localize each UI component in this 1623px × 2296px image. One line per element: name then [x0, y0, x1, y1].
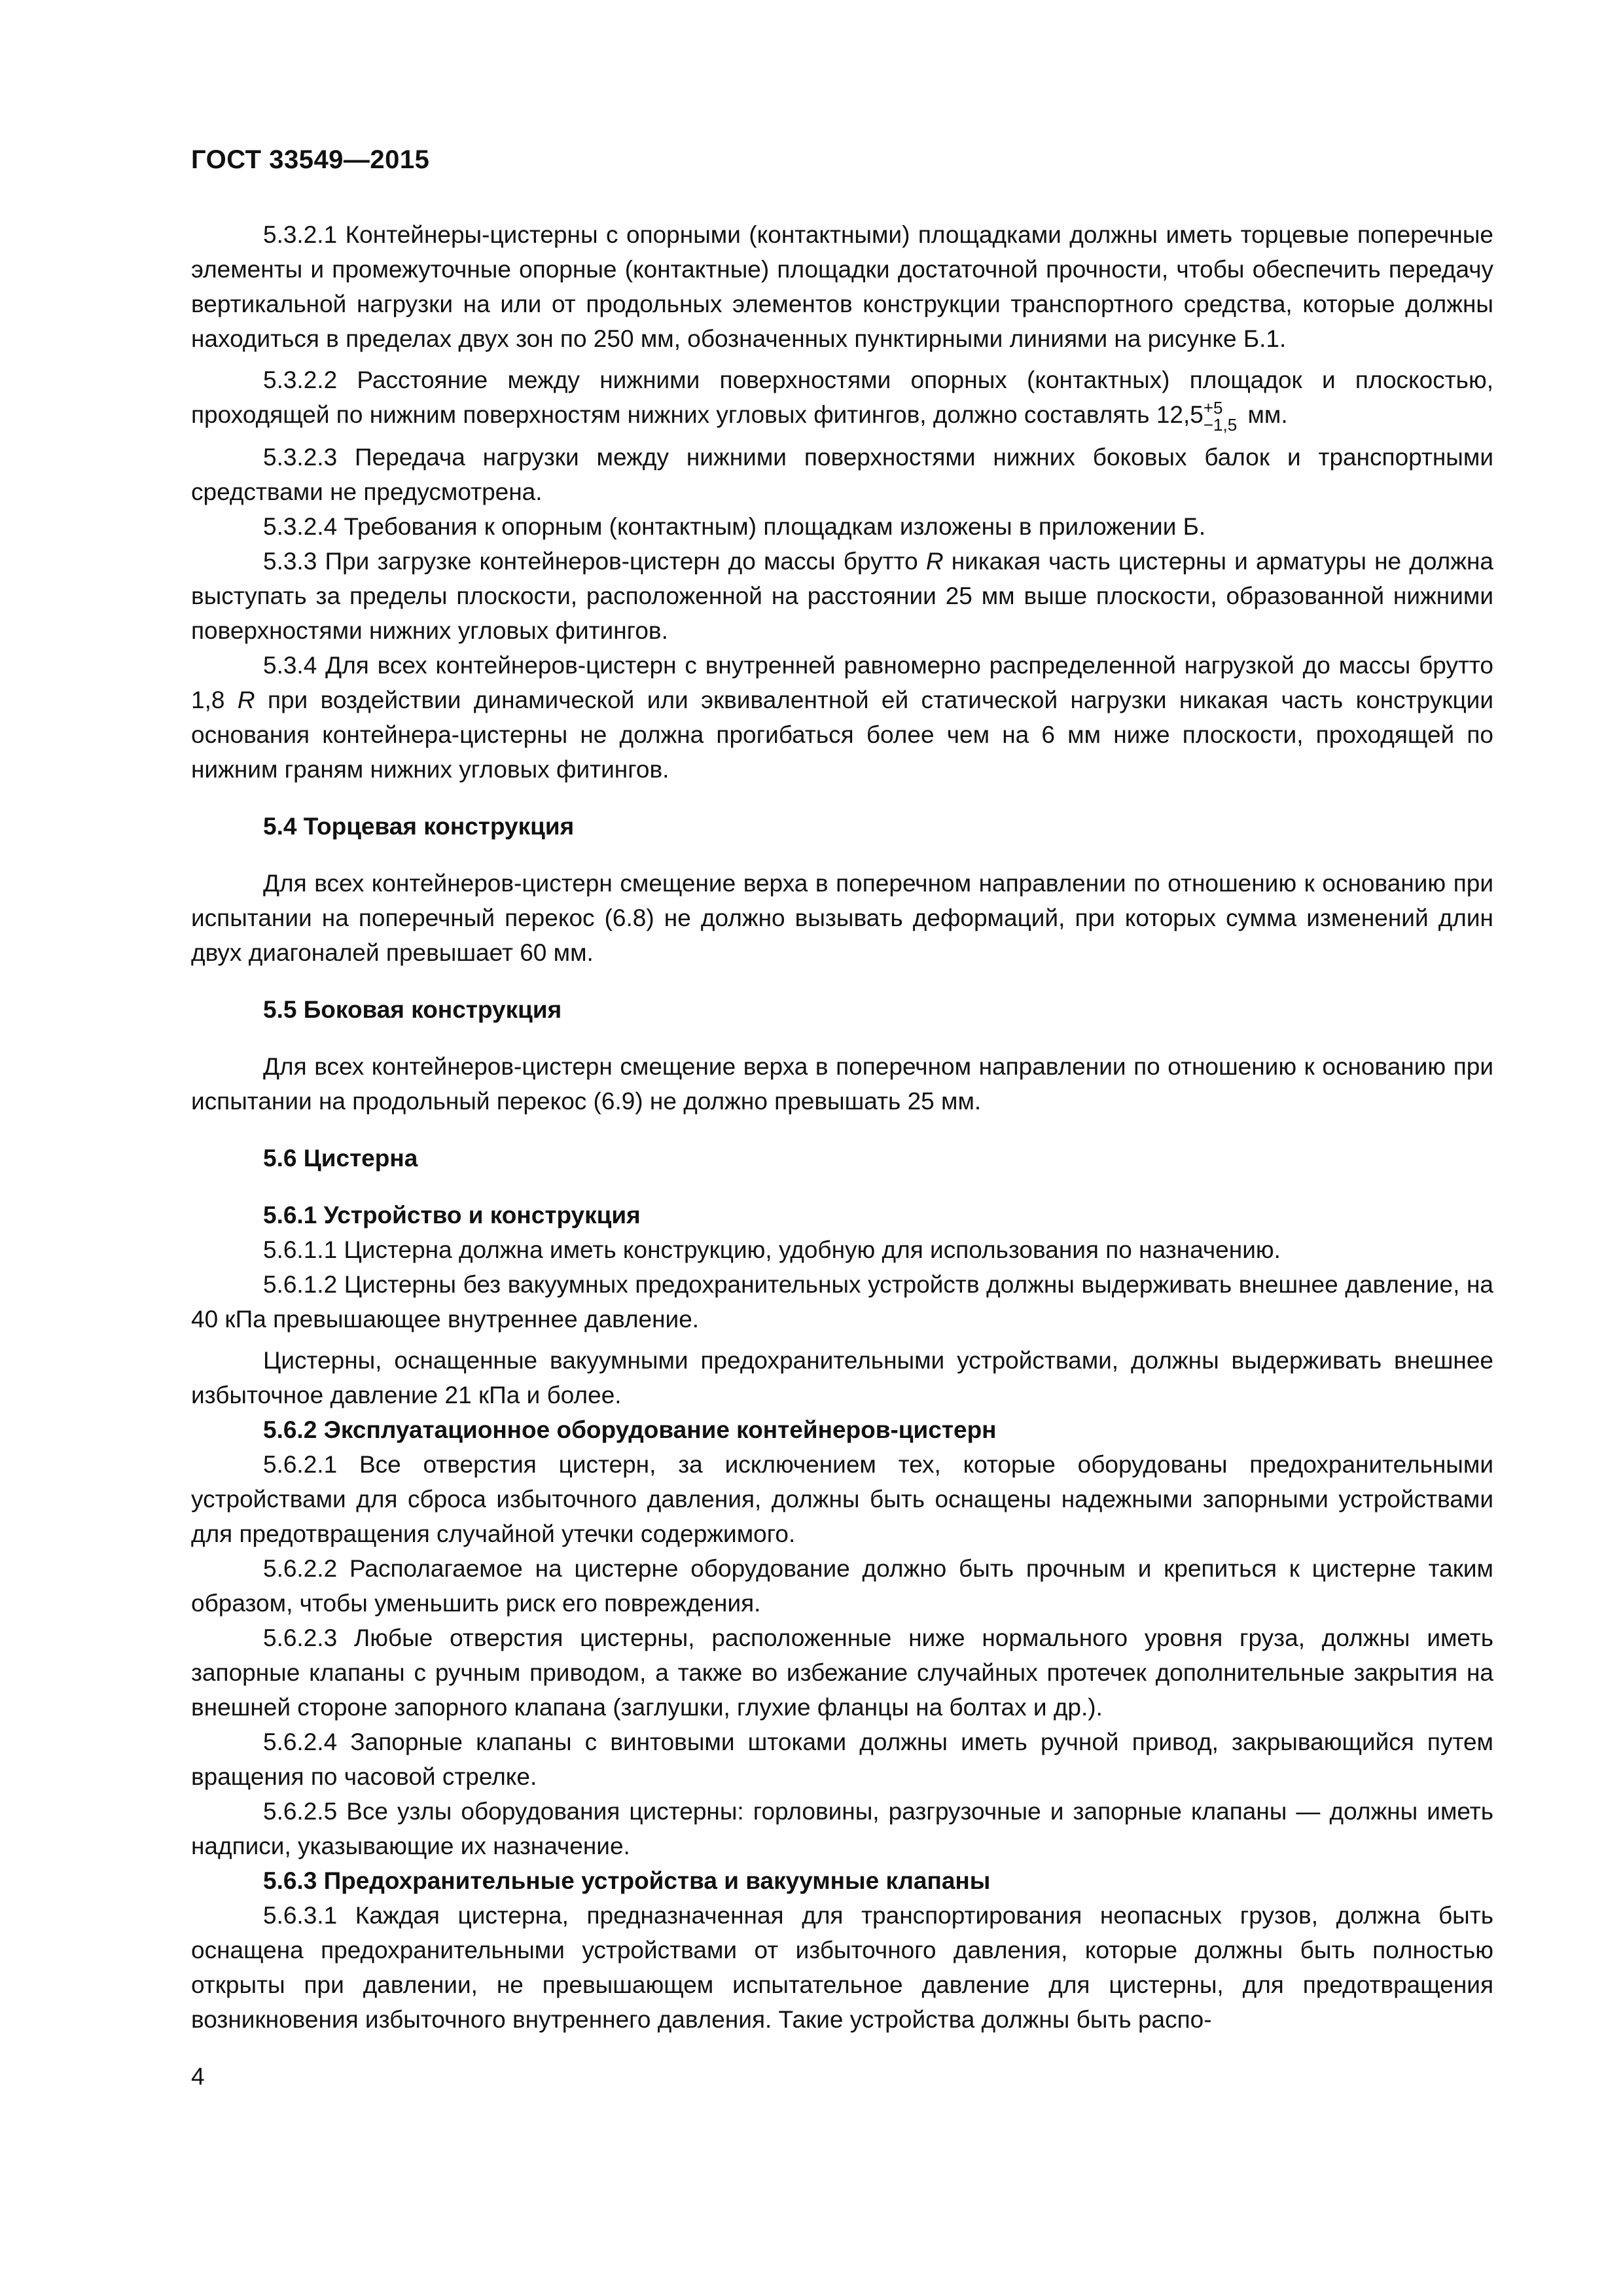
paragraph-5-3-2-2-text: 5.3.2.2 Расстояние между нижними поверхностями опорных (контактных) площадок и плоскостью, проходящей по нижним поверхностям нижних угловых фитингов, должно составлять 12,5 [191, 367, 1493, 428]
paragraph-5-6-1-2-cont: Цистерны, оснащенные вакуумными предохранительными устройствами, должны выдерживать внешнее избыточное давление 21 кПа и более. [191, 1347, 1493, 1408]
tolerance-upper: +5 [1203, 398, 1223, 418]
mass-symbol-r: R [237, 687, 255, 713]
heading-5-6-3: 5.6.3 Предохранительные устройства и вакуумные клапаны [263, 1867, 991, 1894]
page-number: 4 [191, 2063, 205, 2090]
paragraph-5-6-2-3: 5.6.2.3 Любые отверстия цистерны, расположенные ниже нормального уровня груза, должны иметь запорные клапаны с ручным приводом, а также во избежание случайных протечек дополнительные закрытия на внешней стороне запорного клапана (заглушки, глухие фланцы на болтах и др.). [191, 1624, 1493, 1721]
mass-symbol-r: R [925, 548, 944, 575]
paragraph-5-3-2-2 [191, 363, 1493, 433]
heading-5-6-2: 5.6.2 Эксплуатационное оборудование контейнеров-цистерн [263, 1416, 997, 1443]
paragraph-5-6-3-1: 5.6.3.1 Каждая цистерна, предназначенная для транспортирования неопасных грузов, должна быть оснащена предохранительными устройствами от избыточного давления, которые должны быть полностью открыты при давлении, не превышающем испытательное давление для цистерны, для предотвращения возникновения избыточного внутреннего давления. Такие устройства должны быть распо- [191, 1902, 1493, 2033]
paragraph-5-6-2-1: 5.6.2.1 Все отверстия цистерн, за исключением тех, которые оборудованы предохранительными устройствами для сброса избыточного давления, должны быть оснащены надежными запорными устройствами для предотвращения случайной утечки содержимого. [191, 1451, 1493, 1547]
paragraph-5-6-2-5: 5.6.2.5 Все узлы оборудования цистерны: горловины, разгрузочные и запорные клапаны — должны иметь надписи, указывающие их назначение. [191, 1798, 1493, 1859]
document-code-header: ГОСТ 33549—2015 [191, 145, 430, 174]
heading-5-5: 5.5 Боковая конструкция [263, 996, 562, 1023]
heading-5-6: 5.6 Цистерна [263, 1145, 418, 1172]
document-body [191, 217, 1493, 2037]
paragraph-5-3-4-part-b: при воздействии динамической или эквивалентной ей статической нагрузки никакая часть конструкции основания контейнера-цистерны не должна прогибаться более чем на 6 мм ниже плоскости, проходящей по нижним граням нижних угловых фитингов. [191, 687, 1494, 783]
paragraph-5-3-2-4: 5.3.2.4 Требования к опорным (контактным) площадкам изложены в приложении Б. [263, 513, 1206, 540]
paragraph-5-3-3-part-a: 5.3.3 При загрузке контейнеров-цистерн до массы брутто [263, 548, 926, 575]
paragraph-5-4: Для всех контейнеров-цистерн смещение верха в поперечном направлении по отношению к основанию при испытании на поперечный перекос (6.8) не должно вызывать деформаций, при которых сумма изменений длин двух диагоналей превышает 60 мм. [191, 870, 1493, 966]
paragraph-5-3-2-3: 5.3.2.3 Передача нагрузки между нижними поверхностями нижних боковых балок и транспортными средствами не предусмотрена. [191, 444, 1493, 505]
paragraph-5-6-2-2: 5.6.2.2 Располагаемое на цистерне оборудование должно быть прочным и крепиться к цистерне таким образом, чтобы уменьшить риск его повреждения. [191, 1555, 1493, 1617]
paragraph-5-3-3-part-b: никакая часть цистерны и арматуры не должна выступать за пределы плоскости, расположенной на расстоянии 25 мм выше плоскости, образованной нижними поверхностями нижних угловых фитингов. [191, 548, 1493, 644]
paragraph-5-6-1-1: 5.6.1.1 Цистерна должна иметь конструкцию, удобную для использования по назначению. [263, 1236, 1281, 1263]
paragraph-5-3-4 [191, 648, 1493, 787]
paragraph-5-3-4-part-a: 5.3.4 Для всех контейнеров-цистерн с внутренней равномерно распределенной нагрузкой до массы брутто 1,8 [191, 652, 1493, 713]
tolerance-values [1204, 399, 1237, 433]
heading-5-4: 5.4 Торцевая конструкция [263, 813, 575, 840]
paragraph-5-5: Для всех контейнеров-цистерн смещение верха в поперечном направлении по отношению к основанию при испытании на продольный перекос (6.9) не должно превышать 25 мм. [191, 1053, 1493, 1115]
tolerance-lower: −1,5 [1203, 415, 1238, 435]
paragraph-5-3-3 [191, 544, 1493, 648]
paragraph-5-6-2-4: 5.6.2.4 Запорные клапаны с винтовыми штоками должны иметь ручной привод, закрывающийся путем вращения по часовой стрелке. [191, 1729, 1493, 1790]
heading-5-6-1: 5.6.1 Устройство и конструкция [263, 1202, 641, 1229]
paragraph-5-3-2-1: 5.3.2.1 Контейнеры-цистерны с опорными (контактными) площадками должны иметь торцевые поперечные элементы и промежуточные опорные (контактные) площадки достаточной прочности, чтобы обеспечить передачу вертикальной нагрузки на или от продольных элементов конструкции транспортного средства, которые должны находиться в пределах двух зон по 250 мм, обозначенных пунктирными линиями на рисунке Б.1. [191, 221, 1493, 352]
paragraph-5-6-1-2: 5.6.1.2 Цистерны без вакуумных предохранительных устройств должны выдерживать внешнее давление, на 40 кПа превышающее внутреннее давление. [191, 1271, 1493, 1333]
paragraph-5-3-2-2-unit: мм. [1247, 401, 1288, 428]
